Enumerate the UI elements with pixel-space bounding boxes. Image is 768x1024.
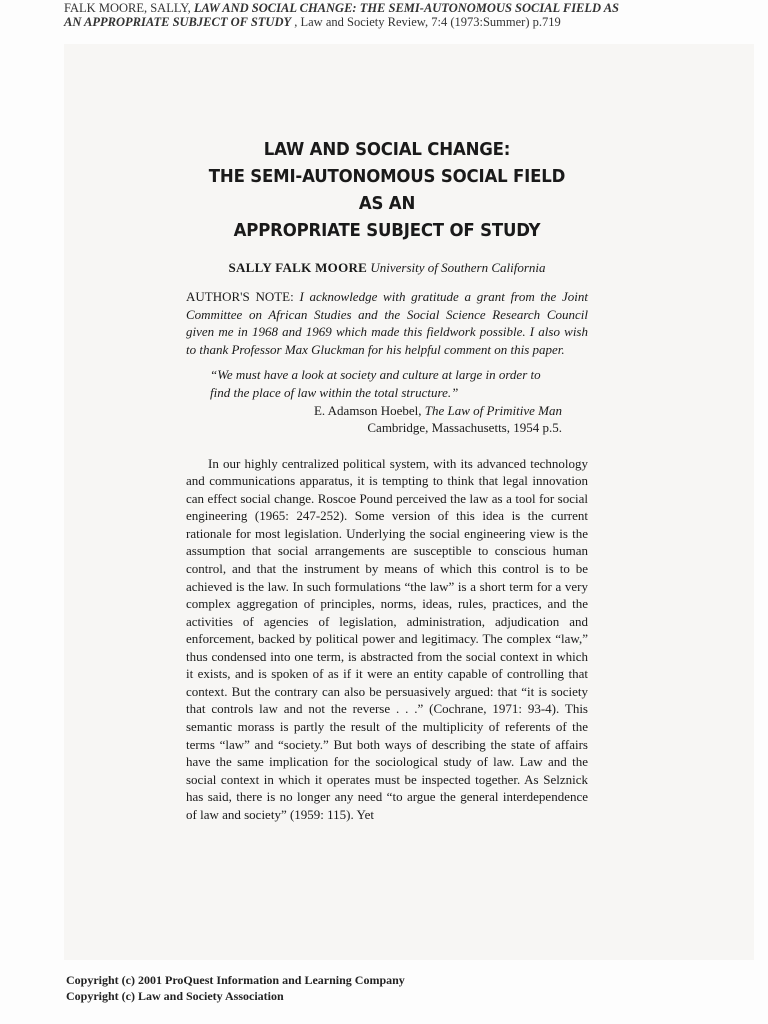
copyright-line-2: Copyright (c) Law and Society Association	[66, 989, 284, 1003]
article-content	[186, 136, 588, 823]
copyright-line-1: Copyright (c) 2001 ProQuest Information and Learning Company	[66, 973, 405, 987]
authors-note	[186, 288, 588, 358]
title-line-1: LAW AND SOCIAL CHANGE:	[263, 139, 511, 160]
epigraph-attribution	[186, 402, 588, 420]
byline	[186, 260, 588, 276]
note-text: I acknowledge with gratitude a grant from the Joint Committee on African Studies and the Social Science Research Council given me in 1968 and 1969 which made this fieldwork possible. I also wish to thank Professor Max Gluckman for his helpful comment on this paper.	[186, 289, 588, 357]
note-label: AUTHOR'S NOTE:	[186, 289, 300, 304]
title-line-2: THE SEMI-AUTONOMOUS SOCIAL FIELD AS AN	[208, 166, 566, 214]
title-line-3: APPROPRIATE SUBJECT OF STUDY	[233, 220, 541, 241]
body-paragraph: In our highly centralized political system, with its advanced technology and communications apparatus, it is tempting to think that legal innovation can effect social change. Roscoe Pound perceived the law as a tool for social engineering (1965: 247-252). Some version of this idea is the current rationale for most legislation. Underlying the social engineering view is the assumption that social arrangements are susceptible to conscious human control, and that the instrument by means of which this control is to be achieved is the law. In such formulations “the law” is a short term for a very complex aggregation of principles, norms, ideas, rules, practices, and the activities of agencies of legislation, administration, adjudication and enforcement, backed by political power and legitimacy. The complex “law,” thus condensed into one term, is abstracted from the social context in which it exists, and is spoken of as if it were an entity capable of controlling that context. But the contrary can also be persuasively argued: that “it is society that controls law and not the reverse . . .” (Cochrane, 1971: 93-4). This semantic morass is partly the result of the multiplicity of referents of the terms “law” and “society.” But both ways of describing the state of affairs have the same implication for the sociological study of law. Law and the social context in which it operates must be inspected together. As Selznick has said, there is no longer any need “to argue the general interdependence of law and society” (1959: 115). Yet	[186, 455, 588, 822]
copyright-footer	[66, 972, 405, 1004]
author-name: SALLY FALK MOORE	[228, 260, 368, 275]
citation-header	[64, 2, 624, 29]
epigraph-place: Cambridge, Massachusetts, 1954 p.5.	[367, 420, 562, 436]
article-title	[202, 136, 572, 244]
epigraph-author: E. Adamson Hoebel,	[313, 402, 425, 418]
epigraph-work: The Law of Primitive Man	[424, 402, 562, 418]
author-affiliation: University of Southern California	[370, 260, 546, 275]
citation-title: LAW AND SOCIAL CHANGE: THE SEMI-AUTONOMOUS SOCIAL FIELD AS AN APPROPRIATE SUBJECT OF STUDY	[64, 1, 620, 29]
citation-source: , Law and Society Review, 7:4 (1973:Summer) p.719	[291, 14, 561, 29]
citation-author: FALK MOORE, SALLY,	[64, 1, 194, 15]
epigraph: “We must have a look at society and culture at large in order to find the place of law within the total structure.”	[210, 367, 541, 400]
